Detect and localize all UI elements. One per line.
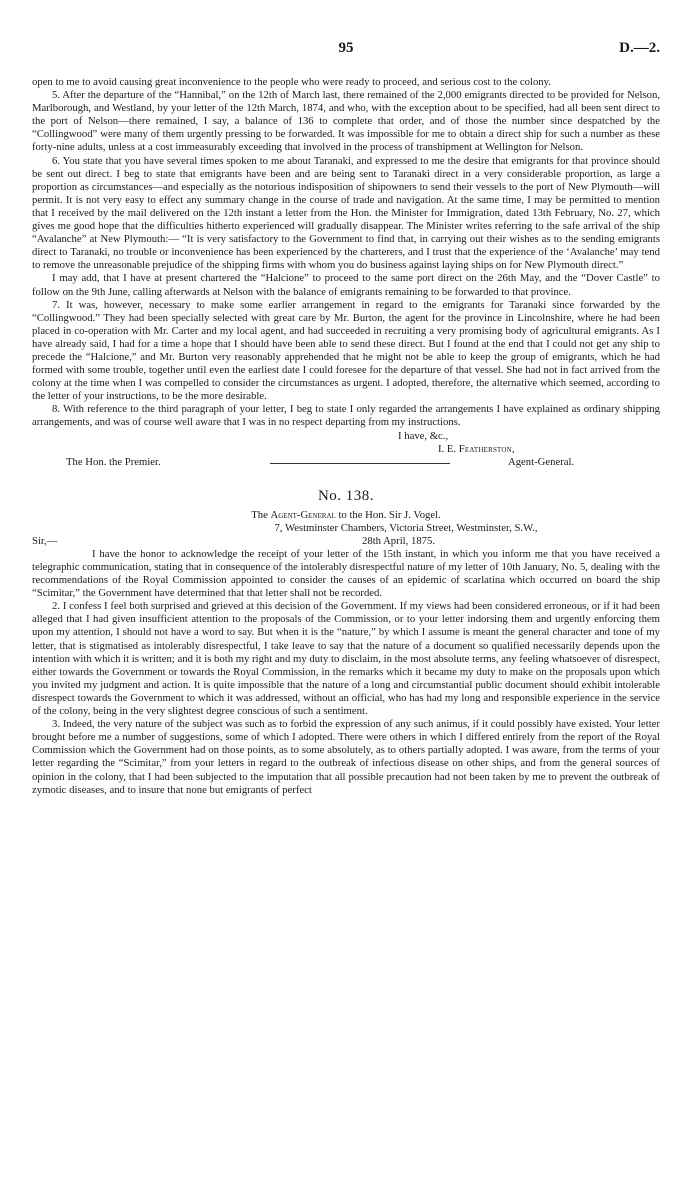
paragraph-7: 7. It was, however, necessary to make some earlier arrangement in regard to the emigrants for Taranaki since forwarded by the “Collingwood.” They had been specially selected with great care by Mr. Burton, the agent for the province in Lincolnshire, where he had been placed in co-operation with Mr. Carter and my local agent, and had succeeded in recruiting a very promising body of agricultural emigrants. As I have already said, I had for a time a hope that I should have been able to send these direct. But I found at the end that I could not get any ship to precede the “Halcione,” and Mr. Burton very reasonably apprehended that he might not be able to keep the group of emigrants, which he had formed with some trouble, together until even the earliest date I could foresee for the departure of that vessel. She had not in fact arrived from the colony at the time when I was compelled to consider the circumstances as urgent. I adopted, therefore, the alternative which seemed, according to the letter of your instructions, to be the more desirable. — [32, 298, 660, 403]
paragraph-3: 3. Indeed, the very nature of the subject was such as to forbid the expression of any such animus, if it could possibly have existed. Your letter brought before me a number of suggestions, some of which I adopted. There were others in which I differed entirely from the report of the Royal Commission which the Government had on those points, as to some absolutely, as to others partially adopted. I was aware, from the terms of your letter regarding the “Scimitar,” from your letters in regard to the outbreak of infectious disease on other ships, and from the general sources of opinion in the colony, that I had been subjected to the imputation that all possible precaution had not been taken by me to prevent the outbreak of zymotic diseases, and to insure that none but emigrants of perfect — [32, 718, 660, 796]
paragraph-continuation: open to me to avoid causing great inconvenience to the people who were ready to proceed, and serious cost to the colony. — [32, 76, 551, 88]
document-body — [32, 76, 660, 797]
paragraph-2: 2. I confess I feel both surprised and grieved at this decision of the Government. If my views had been considered erroneous, or if it had been alleged that I had given insufficient attention to the proposals of the Commission, or to your letter indorsing them and urgently enforcing them upon my attention, I should not have a word to say. But when it is the “nature,” by which I assume is meant the general character and tone of my letter, that is stigmatised as intolerably disrespectful, I take leave to say that the nature of a document so qualified necessarily depends upon the intention with which it is written; and it is both my right and my duty to disclaim, in the most absolute terms, any feeling whatsoever of disrespect, either towards the Government or towards the Royal Commission, in the remarks which it became my duty to make on the proposals upon which you invited my judgment and action. It is quite impossible that the nature of a long and circumstantial public document should exhibit intolerable disrespect towards the Government to which it was addressed, without an official, who has had my long and responsible experience in the service of the colony, being in the very slightest degree conscious of such a sentiment. — [32, 600, 660, 718]
letter-heading — [32, 509, 660, 522]
paragraph-6-addendum: I may add, that I have at present chartered the “Halcione” to proceed to the same port direct on the 26th May, and the “Dover Castle” to follow on the 9th June, calling afterwards at Nelson with the balance of emigrants remaining to be forwarded to that province. — [32, 272, 660, 298]
letter-number: No. 138. — [317, 487, 375, 504]
addressee: The Hon. the Premier. — [66, 455, 161, 468]
paragraph-8: 8. With reference to the third paragraph of your letter, I beg to state I only regarded the arrangements I have explained as ordinary shipping arrangements, and was of course well aware that I was in no respect departing from my instructions. — [32, 403, 660, 429]
paragraph-6: 6. You state that you have several times spoken to me about Taranaki, and expressed to me the desire that emigrants for that province should be sent out direct. I beg to state that emigrants have been and are being sent to Taranaki direct in a very considerable proportion, as large a proportion as circumstances—and especially as the notorious indisposition of shipowners to send their vessels to the port of New Plymouth—will permit. It is not very easy to effect any summary change in the course of trade and navigation. At the same time, I may be permitted to mention that I received by the mail delivered on the 12th instant a letter from the Hon. the Minister for Immigration, dated 13th February, No. 27, which gives me good hope that the difficulties hitherto experienced will gradually disappear. The Minister writes referring to the safe arrival of the ship “Avalanche” at New Plymouth:— “It is very satisfactory to the Government to find that, in carrying out their wishes as to the sending emigrants direct to Taranaki, no trouble or inconvenience has been experienced by the charterers, and I trust that the experience of the ‘Avalanche’ may tend to remove the unreasonable prejudice of the shipping firms with whom you do business against laying ships on for New Plymouth direct.” — [32, 154, 660, 272]
paragraph-1: I have the honor to acknowledge the receipt of your letter of the 15th instant, in which you inform me that you have received a telegraphic communication, stating that in consequence of the intolerably disrespectful nature of my letter of 10th January, No. 5, dealing with the recommendations of the Royal Commission appointed to consider the causes of an epidemic of scarlatina which occurred on board the ship “Scimitar,” the Government have determined that that letter shall not be recorded. — [32, 547, 660, 600]
signatory-name — [438, 443, 515, 456]
page-number: 95 — [338, 40, 354, 56]
signatory-title: Agent-General. — [508, 455, 575, 468]
signatory-initials: I. E. — [438, 442, 457, 455]
salutation: Sir,— — [32, 534, 58, 547]
heading-recipient: to the Hon. Sir J. Vogel. — [338, 508, 441, 521]
heading-article: The — [251, 508, 268, 521]
section-divider — [270, 463, 450, 464]
signature-block — [32, 430, 660, 482]
paragraph-5: 5. After the departure of the “Hannibal,” on the 12th of March last, there remained of the 2,000 emigrants directed to be provided for Nelson, Marlborough, and Westland, by your letter of the 12th March, 1874, and who, with the exception about to be specified, had all been sent direct to the port of Nelson—there remained, I say, a balance of 136 to complete that order, and of those the number since despatched by the “Collingwood” were many of them urgently pressing to be forwarded. It was impossible for me to obtain a direct ship for such a number as these forty-nine adults, unless at a cost immeasurably exceeding that involved in the process of transhipment at Wellington for Nelson. — [32, 89, 660, 154]
signatory-surname: Featherston, — [458, 442, 515, 455]
sender-address: 7, Westminster Chambers, Victoria Street, Westminster, S.W., — [274, 521, 538, 534]
salutation-row — [32, 535, 660, 548]
closing-line: I have, &c., — [398, 429, 449, 442]
document-reference: D.—2. — [619, 40, 660, 56]
letter-date: 28th April, 1875. — [362, 534, 436, 547]
page-header — [32, 40, 660, 60]
heading-sender: Agent-General — [270, 508, 336, 521]
